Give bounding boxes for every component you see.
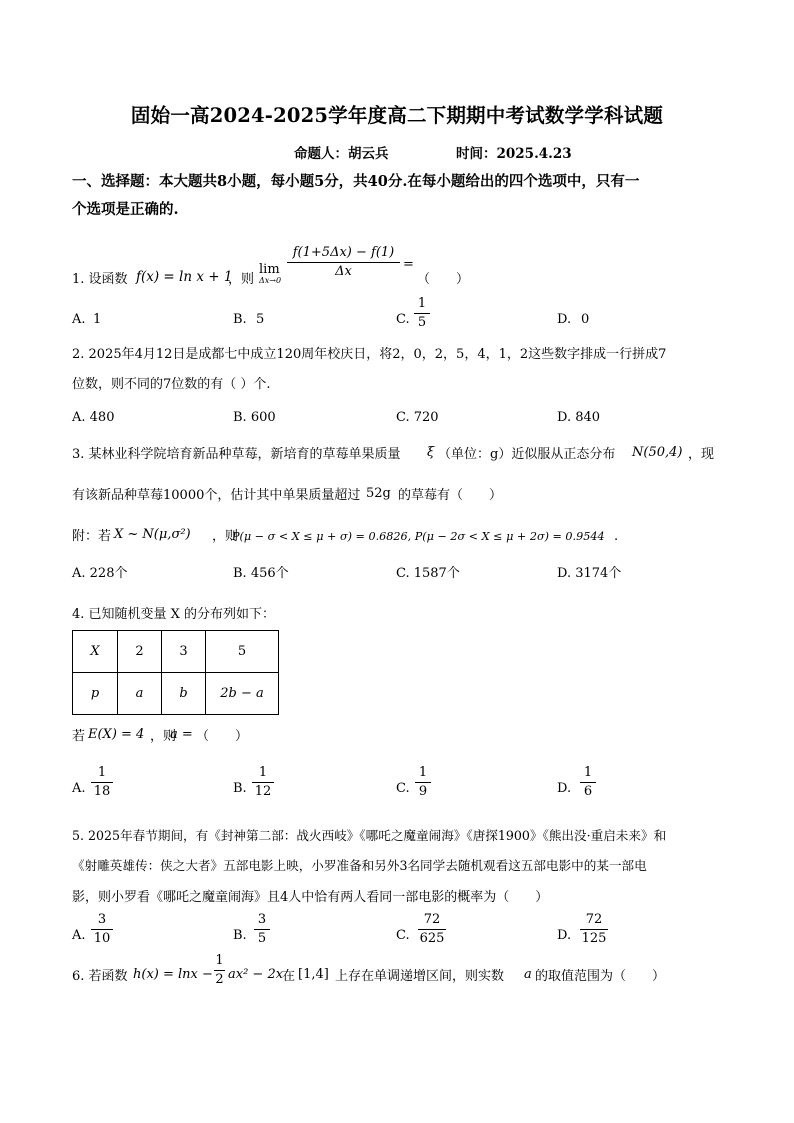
table-cell: p [73, 673, 118, 715]
q2-option-b: B. 600 [233, 410, 276, 425]
q3-note-mid: ，则 [212, 529, 239, 544]
q3-option-c: C. 1587个 [396, 566, 460, 581]
table-row [73, 631, 279, 673]
q2-option-d: D. 840 [557, 410, 601, 425]
q3-note-prefix: 附：若 [72, 529, 112, 544]
author: 命题人：胡云兵 [294, 146, 389, 162]
q1-option-a-label: A. [72, 312, 86, 327]
q2-option-a: A. 480 [72, 410, 115, 425]
page-title: 固始一高2024-2025学年度高二下期期中考试数学学科试题 [130, 104, 664, 127]
q3-option-d: D. 3174个 [557, 566, 622, 581]
table-cell: 2 [118, 631, 162, 673]
q3-line1b: （单位：g）近似服从正态分布 [438, 447, 616, 462]
q4-option-c-fraction [415, 765, 431, 800]
q1-denominator: Δx [335, 264, 352, 279]
q3-line2a: 有该新品种草莓10000个，估计其中单果质量超过 [72, 488, 361, 503]
table-row [73, 673, 279, 715]
q5-line3: 影，则小罗看《哪吒之魔童闹海》且4人中恰有两人看同一部电影的概率为（ ） [72, 890, 549, 905]
q4-option-b-fraction [252, 765, 274, 800]
q6-a: a [524, 967, 532, 982]
date: 时间：2025.4.23 [456, 146, 572, 162]
q1-lim: lim [259, 262, 280, 277]
q1-lim-sub: Δx→0 [259, 276, 282, 285]
q1-option-a-value: 1 [93, 312, 102, 327]
q2-line2: 位数，则不同的7位数的有（ ）个. [72, 377, 271, 392]
q4-option-d-den: 6 [583, 784, 593, 799]
q4-option-d-label: D. [557, 781, 572, 796]
q3-option-b: B. 456个 [233, 566, 289, 581]
q6-end: 的取值范围为（ ） [535, 969, 666, 984]
q4-option-b-label: B. [233, 781, 247, 796]
q3-dist: N(50,4) [632, 445, 683, 460]
q6-h: h(x) = lnx − [133, 967, 213, 982]
q6-den: 2 [215, 972, 224, 987]
table-cell: 5 [206, 631, 279, 673]
q4-option-a-num: 1 [97, 765, 107, 780]
q3-note-p: P(μ − σ < X ≤ μ + σ) = 0.6826, P(μ − 2σ < X ≤ μ + 2σ) = 0.9544 [232, 530, 605, 543]
q5-option-a-fraction [91, 912, 113, 947]
q5-option-a-num: 3 [97, 912, 107, 927]
q5-line1: 5. 2025年春节期间，有《封神第二部：战火西岐》《哪吒之魔童闹海》《唐探1900》《熊出没·重启未来》和 [72, 828, 667, 843]
q1-option-c-fraction [414, 296, 430, 331]
q1-option-b-label: B. [233, 312, 247, 327]
q3-line1a: 3. 某林业科学院培育新品种草莓，新培育的草莓单果质量 [72, 447, 401, 462]
q1-option-d-value: 0 [581, 312, 590, 327]
q3-line2b: 的草莓有（ ） [398, 488, 503, 503]
q6-fraction [214, 953, 225, 988]
q4-option-c-num: 1 [418, 765, 428, 780]
q4-cond-a: a = [170, 727, 193, 742]
q1-blank: （ ） [417, 272, 470, 287]
section-heading-line1: 一、选择题：本大题共8小题，每小题5分，共40分.在每小题给出的四个选项中，只有一 [72, 173, 640, 190]
q6-prefix: 6. 若函数 [72, 969, 128, 984]
q4-blank: （ ） [196, 729, 249, 744]
q5-option-b-den: 5 [257, 931, 267, 946]
q6-num: 1 [215, 953, 224, 968]
q1-option-c-label: C. [396, 312, 410, 327]
q6-mid2: 上存在单调递增区间，则实数 [335, 969, 505, 984]
q5-line2: 《射雕英雄传：侠之大者》五部电影上映，小罗准备和另外3名同学去随机观看这五部电影中的某一部电 [72, 858, 647, 873]
q1-eq: = [403, 257, 414, 272]
q5-option-b-label: B. [233, 928, 247, 943]
q1-prefix: 1. 设函数 [72, 272, 128, 287]
q5-option-d-fraction [580, 912, 608, 947]
q2-line1: 2. 2025年4月12日是成都七中成立120周年校庆日，将2，0，2，5，4，1，2这些数字排成一行拼成7 [72, 347, 667, 362]
q5-option-b-fraction [254, 912, 270, 947]
q3-note-x: X ~ N(μ,σ²) [114, 527, 191, 542]
q3-note-end: . [614, 529, 619, 544]
q3-weight: 52g [366, 486, 391, 501]
q4-option-c-label: C. [396, 781, 410, 796]
table-cell: X [73, 631, 118, 673]
q4-cond: E(X) = 4 [88, 727, 145, 742]
q5-option-d-num: 72 [585, 912, 603, 927]
table-cell: 3 [162, 631, 206, 673]
q5-option-c-fraction [418, 912, 446, 947]
q5-option-c-den: 625 [419, 931, 445, 946]
q5-option-c-label: C. [396, 928, 410, 943]
q4-option-b-den: 12 [254, 784, 272, 799]
q5-option-c-num: 72 [423, 912, 441, 927]
section-heading-line2: 个选项是正确的. [72, 201, 179, 218]
q6-mid: 在 [282, 969, 296, 984]
distribution-table [72, 630, 279, 715]
q1-option-c-num: 1 [417, 296, 427, 311]
q5-option-a-label: A. [72, 928, 86, 943]
q4-cond-mid: ，则 [150, 729, 177, 744]
q6-interval: [1,4] [298, 967, 329, 982]
q3-option-a: A. 228个 [72, 566, 128, 581]
table-cell: b [162, 673, 206, 715]
q5-option-d-den: 125 [581, 931, 607, 946]
q1-option-b-value: 5 [256, 312, 265, 327]
q1-fraction [287, 245, 400, 280]
q4-option-d-fraction [580, 765, 596, 800]
q4-option-a-label: A. [72, 781, 86, 796]
table-cell: 2b − a [206, 673, 279, 715]
q2-option-c: C. 720 [396, 410, 439, 425]
q1-numerator: f(1+5Δx) − f(1) [292, 245, 395, 260]
q5-option-d-label: D. [557, 928, 572, 943]
q6-rest: ax² − 2x [228, 967, 284, 982]
q5-option-a-den: 10 [93, 931, 111, 946]
q4-option-c-den: 9 [418, 784, 428, 799]
q4-option-a-den: 18 [93, 784, 111, 799]
q5-option-b-num: 3 [257, 912, 267, 927]
q4-cond-prefix: 若 [72, 729, 86, 744]
q1-option-d-label: D. [557, 312, 572, 327]
q3-xi: ξ [427, 445, 435, 460]
q1-func: f(x) = ln x + 1 [136, 269, 233, 285]
q1-mid: ，则 [228, 272, 255, 287]
q3-line1c: ，现 [688, 447, 715, 462]
q4-line1: 4. 已知随机变量 X 的分布列如下： [72, 607, 276, 622]
table-cell: a [118, 673, 162, 715]
q4-option-d-num: 1 [583, 765, 593, 780]
q4-option-b-num: 1 [258, 765, 268, 780]
q1-option-c-den: 5 [417, 315, 427, 330]
q4-option-a-fraction [91, 765, 113, 800]
